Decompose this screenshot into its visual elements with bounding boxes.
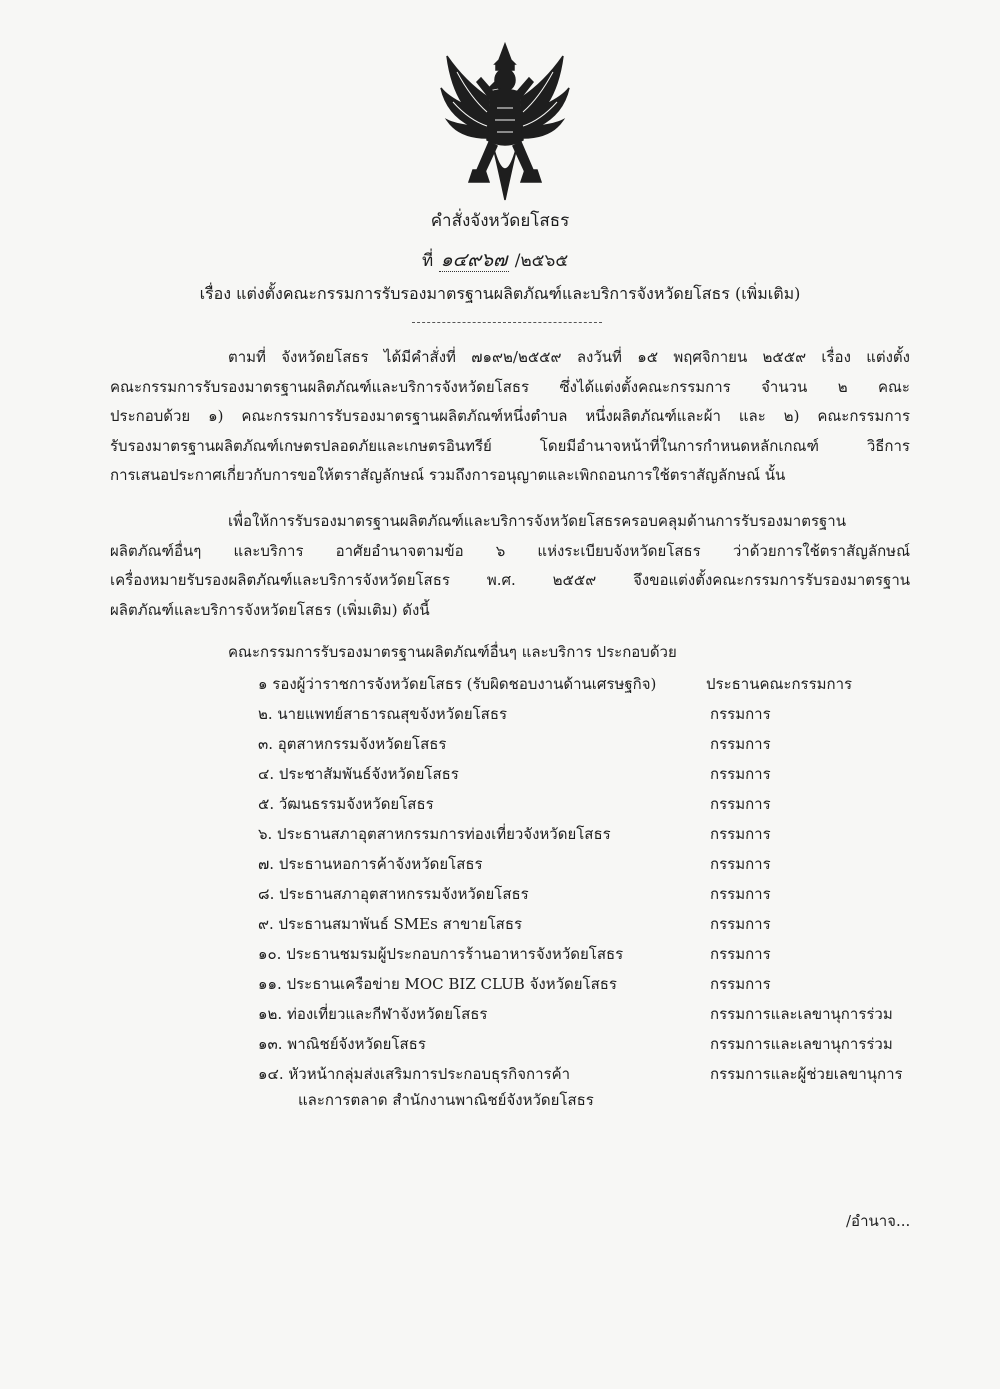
order-subject: เรื่อง แต่งตั้งคณะกรรมการรับรองมาตรฐานผลิตภัณฑ์และบริการจังหวัดยโสธร (เพิ่มเติม): [199, 284, 801, 303]
member-name: ๙. ประธานสมาพันธ์ SMEs สาขายโสธร: [258, 915, 523, 933]
number-prefix: ที่: [422, 251, 434, 271]
paragraph-line: ประกอบด้วย ๑) คณะกรรมการรับรองมาตรฐานผลิตภัณฑ์หนึ่งตำบล หนึ่งผลิตภัณฑ์และผ้า และ ๒) คณะกรรมการ: [110, 407, 910, 425]
committee-member: [258, 702, 918, 732]
paragraph-line: ตามที่ จังหวัดยโสธร ได้มีคำสั่งที่ ๗๑๙๒/๒๕๕๙ ลงวันที่ ๑๕ พฤศจิกายน ๒๕๕๙ เรื่อง แต่งตั้ง: [228, 348, 910, 366]
committee-member: [258, 1062, 918, 1118]
member-role: กรรมการและเลขานุการร่วม: [710, 1035, 893, 1053]
member-role: กรรมการ: [710, 915, 771, 933]
member-name: ๑๑. ประธานเครือข่าย MOC BIZ CLUB จังหวัดยโสธร: [258, 975, 617, 993]
member-role: กรรมการ: [710, 945, 771, 963]
member-role: กรรมการ: [710, 825, 771, 843]
member-name: ๖. ประธานสภาอุตสาหกรรมการท่องเที่ยวจังหวัดยโสธร: [258, 825, 611, 843]
committee-member: [258, 942, 918, 972]
paragraph-purpose: [110, 507, 910, 625]
paragraph-line: เพื่อให้การรับรองมาตรฐานผลิตภัณฑ์และบริการจังหวัดยโสธรครอบคลุมด้านการรับรองมาตรฐาน: [228, 512, 846, 530]
committee-member: [258, 1032, 918, 1062]
member-name: ๘. ประธานสภาอุตสาหกรรมจังหวัดยโสธร: [258, 885, 529, 903]
member-name: ๒. นายแพทย์สาธารณสุขจังหวัดยโสธร: [258, 705, 508, 723]
next-page-marker: /อำนาจ...: [846, 1212, 911, 1230]
paragraph-background: [110, 343, 910, 491]
member-role: กรรมการ: [710, 795, 771, 813]
paragraph-line: เครื่องหมายรับรองผลิตภัณฑ์และบริการจังหวัดยโสธร พ.ศ. ๒๕๕๙ จึงขอแต่งตั้งคณะกรรมการรับรองมาตรฐาน: [110, 571, 910, 589]
committee-member: [258, 912, 918, 942]
member-role: ประธานคณะกรรมการ: [706, 675, 853, 693]
committee-member: [258, 972, 918, 1002]
paragraph-line: การเสนอประกาศเกี่ยวกับการขอให้ตราสัญลักษณ์ รวมถึงการอนุญาตและเพิกถอนการใช้ตราสัญลักษณ์ นั้น: [110, 466, 786, 484]
member-name-continuation: และการตลาด สำนักงานพาณิชย์จังหวัดยโสธร: [298, 1091, 594, 1109]
member-role: กรรมการ: [710, 885, 771, 903]
committee-member: [258, 792, 918, 822]
number-year: /๒๕๖๕: [514, 251, 569, 271]
committee-member: [258, 1002, 918, 1032]
member-name: ๗. ประธานหอการค้าจังหวัดยโสธร: [258, 855, 483, 873]
member-role: กรรมการและผู้ช่วยเลขานุการ: [710, 1065, 903, 1083]
member-name: ๑๐. ประธานชมรมผู้ประกอบการร้านอาหารจังหวัดยโสธร: [258, 945, 624, 963]
member-name: ๔. ประชาสัมพันธ์จังหวัดยโสธร: [258, 765, 459, 783]
committee-member: [258, 672, 918, 702]
paragraph-line: ผลิตภัณฑ์และบริการจังหวัดยโสธร (เพิ่มเติม) ดังนี้: [110, 600, 430, 619]
divider-line: [412, 322, 602, 323]
member-role: กรรมการ: [710, 705, 771, 723]
member-role: กรรมการ: [710, 975, 771, 993]
member-name: ๓. อุตสาหกรรมจังหวัดยโสธร: [258, 735, 447, 753]
committee-member: [258, 822, 918, 852]
handwritten-number: ๑๔๙๖๗: [440, 249, 508, 271]
committee-member: [258, 762, 918, 792]
committee-heading: คณะกรรมการรับรองมาตรฐานผลิตภัณฑ์อื่นๆ และบริการ ประกอบด้วย: [228, 643, 677, 661]
committee-member: [258, 882, 918, 912]
committee-member: [258, 732, 918, 762]
member-name: ๑๒. ท่องเที่ยวและกีฬาจังหวัดยโสธร: [258, 1005, 488, 1023]
paragraph-line: คณะกรรมการรับรองมาตรฐานผลิตภัณฑ์และบริการจังหวัดยโสธร ซึ่งได้แต่งตั้งคณะกรรมการ จำนวน ๒ คณะ: [110, 377, 910, 396]
committee-member: [258, 852, 918, 882]
order-number: [422, 245, 568, 275]
paragraph-line: รับรองมาตรฐานผลิตภัณฑ์เกษตรปลอดภัยและเกษตรอินทรีย์ โดยมีอำนาจหน้าที่ในการกำหนดหลักเกณฑ์ วิธีการ: [110, 436, 910, 455]
member-role: กรรมการ: [710, 855, 771, 873]
member-role: กรรมการ: [710, 765, 771, 783]
member-role: กรรมการและเลขานุการร่วม: [710, 1005, 893, 1023]
member-name: ๑ รองผู้ว่าราชการจังหวัดยโสธร (รับผิดชอบงานด้านเศรษฐกิจ): [258, 675, 657, 693]
order-title: คำสั่งจังหวัดยโสธร: [430, 211, 570, 231]
member-name: ๑๓. พาณิชย์จังหวัดยโสธร: [258, 1035, 426, 1053]
member-name: ๑๔. หัวหน้ากลุ่มส่งเสริมการประกอบธุรกิจการค้า: [258, 1065, 571, 1083]
member-role: กรรมการ: [710, 735, 771, 753]
member-name: ๕. วัฒนธรรมจังหวัดยโสธร: [258, 795, 434, 813]
garuda-emblem: [437, 42, 573, 207]
paragraph-line: ผลิตภัณฑ์อื่นๆ และบริการ อาศัยอำนาจตามข้อ ๖ แห่งระเบียบจังหวัดยโสธร ว่าด้วยการใช้ตราสัญลักษณ์: [110, 541, 910, 560]
